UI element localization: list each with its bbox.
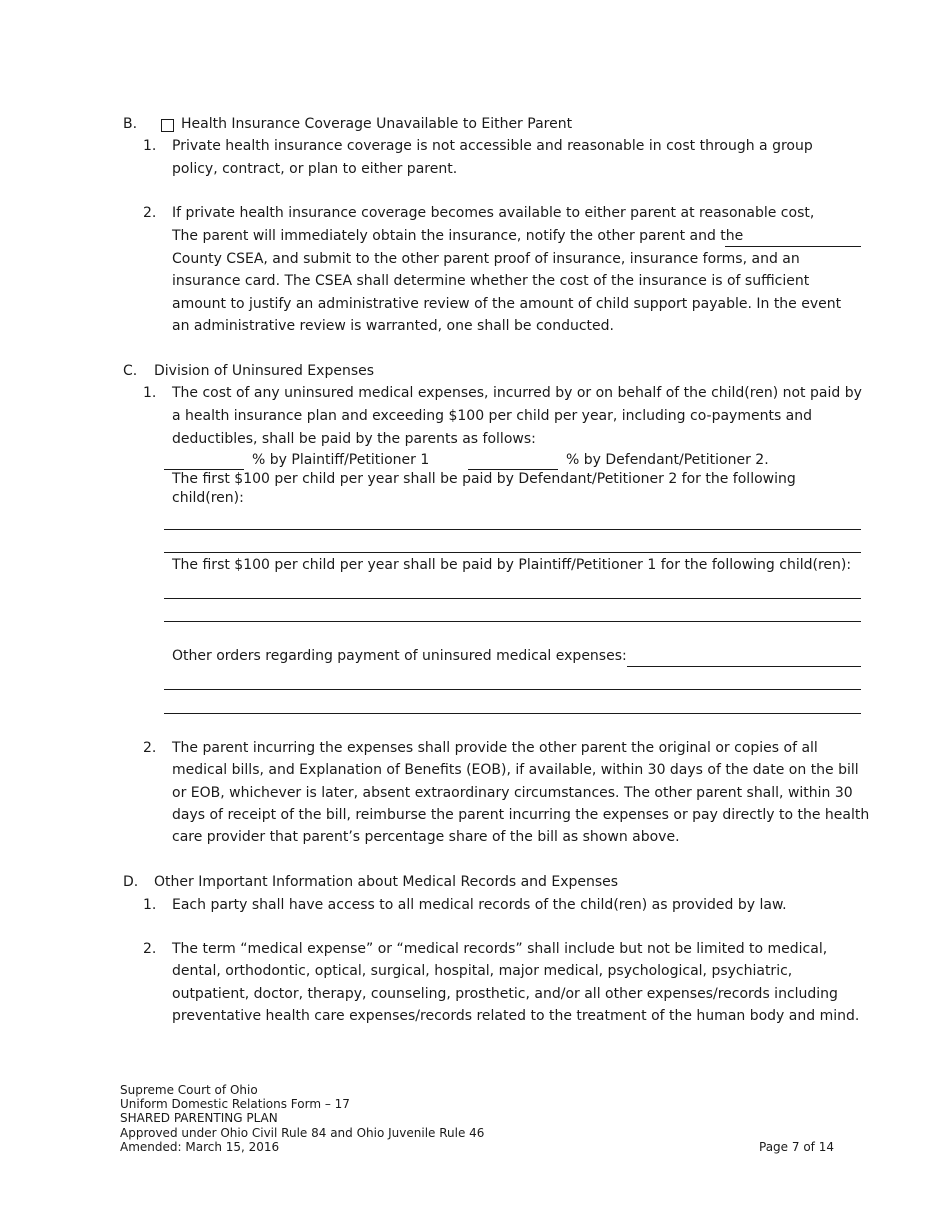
- section-b-item1-number: 1.: [143, 138, 157, 154]
- coverage-unavailable-checkbox[interactable]: [161, 119, 174, 132]
- section-d-item2-line: preventative health care expenses/records related to the treatment of the human body and mind.: [172, 1008, 860, 1024]
- section-d-item2-line: outpatient, doctor, therapy, counseling, prosthetic, and/or all other expenses/records including: [172, 986, 838, 1002]
- section-b-item2-line: The parent will immediately obtain the insurance, notify the other parent and the: [172, 228, 744, 244]
- section-d-item2-line: The term “medical expense” or “medical records” shall include but not be limited to medical,: [172, 941, 828, 957]
- plaintiff-percent-label: % by Plaintiff/Petitioner 1: [252, 452, 430, 468]
- section-d-item2-number: 2.: [143, 941, 157, 957]
- first100-defendant-line: child(ren):: [172, 490, 244, 506]
- section-d-item1-number: 1.: [143, 897, 157, 913]
- section-c-letter: C.: [123, 363, 138, 379]
- county-name-field[interactable]: [725, 246, 861, 247]
- first100-plaintiff-line: The first $100 per child per year shall be paid by Plaintiff/Petitioner 1 for the following child(ren):: [172, 557, 852, 573]
- page-number: Page 7 of 14: [759, 1140, 834, 1154]
- section-b-item2-line: County CSEA, and submit to the other parent proof of insurance, insurance forms, and an: [172, 251, 800, 267]
- footer-approval: Approved under Ohio Civil Rule 84 and Ohio Juvenile Rule 46: [120, 1126, 485, 1140]
- footer-form-number: Uniform Domestic Relations Form – 17: [120, 1097, 350, 1111]
- section-c-item2-line: care provider that parent’s percentage share of the bill as shown above.: [172, 829, 680, 845]
- footer-form-title: SHARED PARENTING PLAN: [120, 1111, 278, 1125]
- section-c-item2-number: 2.: [143, 740, 157, 756]
- defendant-children-field[interactable]: [164, 529, 861, 530]
- other-orders-field[interactable]: [164, 713, 861, 714]
- section-b-item2-line: an administrative review is warranted, one shall be conducted.: [172, 318, 614, 334]
- section-b-item1-line: policy, contract, or plan to either parent.: [172, 161, 458, 177]
- section-c-item2-line: The parent incurring the expenses shall provide the other parent the original or copies of all: [172, 740, 818, 756]
- plaintiff-children-field[interactable]: [164, 598, 861, 599]
- section-c-title: Division of Uninsured Expenses: [154, 363, 375, 379]
- plaintiff-percent-field[interactable]: [164, 469, 244, 470]
- section-c-item1-line: deductibles, shall be paid by the parents as follows:: [172, 431, 536, 447]
- other-orders-field[interactable]: [627, 666, 861, 667]
- defendant-children-field[interactable]: [164, 552, 861, 553]
- first100-defendant-line: The first $100 per child per year shall be paid by Defendant/Petitioner 2 for the following: [172, 471, 796, 487]
- defendant-percent-label: % by Defendant/Petitioner 2.: [566, 452, 769, 468]
- section-b-title: Health Insurance Coverage Unavailable to Either Parent: [181, 116, 573, 132]
- other-orders-label: Other orders regarding payment of uninsured medical expenses:: [172, 648, 627, 664]
- section-b-item2-line: insurance card. The CSEA shall determine whether the cost of the insurance is of sufficient: [172, 273, 810, 289]
- section-b-item2-line: If private health insurance coverage becomes available to either parent at reasonable cost,: [172, 205, 815, 221]
- section-d-letter: D.: [123, 874, 139, 890]
- section-b-letter: B.: [123, 116, 138, 132]
- section-c-item2-line: days of receipt of the bill, reimburse the parent incurring the expenses or pay directly to the health: [172, 807, 870, 823]
- section-d-title: Other Important Information about Medical Records and Expenses: [154, 874, 619, 890]
- section-c-item1-line: The cost of any uninsured medical expenses, incurred by or on behalf of the child(ren) not paid by: [172, 385, 862, 401]
- footer-amended-date: Amended: March 15, 2016: [120, 1140, 280, 1154]
- section-c-item2-line: medical bills, and Explanation of Benefits (EOB), if available, within 30 days of the date on the bill: [172, 762, 859, 778]
- section-c-item1-line: a health insurance plan and exceeding $100 per child per year, including co-payments and: [172, 408, 813, 424]
- section-d-item1-line: Each party shall have access to all medical records of the child(ren) as provided by law.: [172, 897, 787, 913]
- defendant-percent-field[interactable]: [468, 469, 558, 470]
- section-b-item2-number: 2.: [143, 205, 157, 221]
- section-c-item2-line: or EOB, whichever is later, absent extraordinary circumstances. The other parent shall, within 30: [172, 785, 853, 801]
- other-orders-field[interactable]: [164, 689, 861, 690]
- section-c-item1-number: 1.: [143, 385, 157, 401]
- footer-court: Supreme Court of Ohio: [120, 1083, 258, 1097]
- plaintiff-children-field[interactable]: [164, 621, 861, 622]
- section-b-item1-line: Private health insurance coverage is not accessible and reasonable in cost through a group: [172, 138, 813, 154]
- section-b-item2-line: amount to justify an administrative review of the amount of child support payable. In the event: [172, 296, 842, 312]
- section-d-item2-line: dental, orthodontic, optical, surgical, hospital, major medical, psychological, psychiatric,: [172, 963, 793, 979]
